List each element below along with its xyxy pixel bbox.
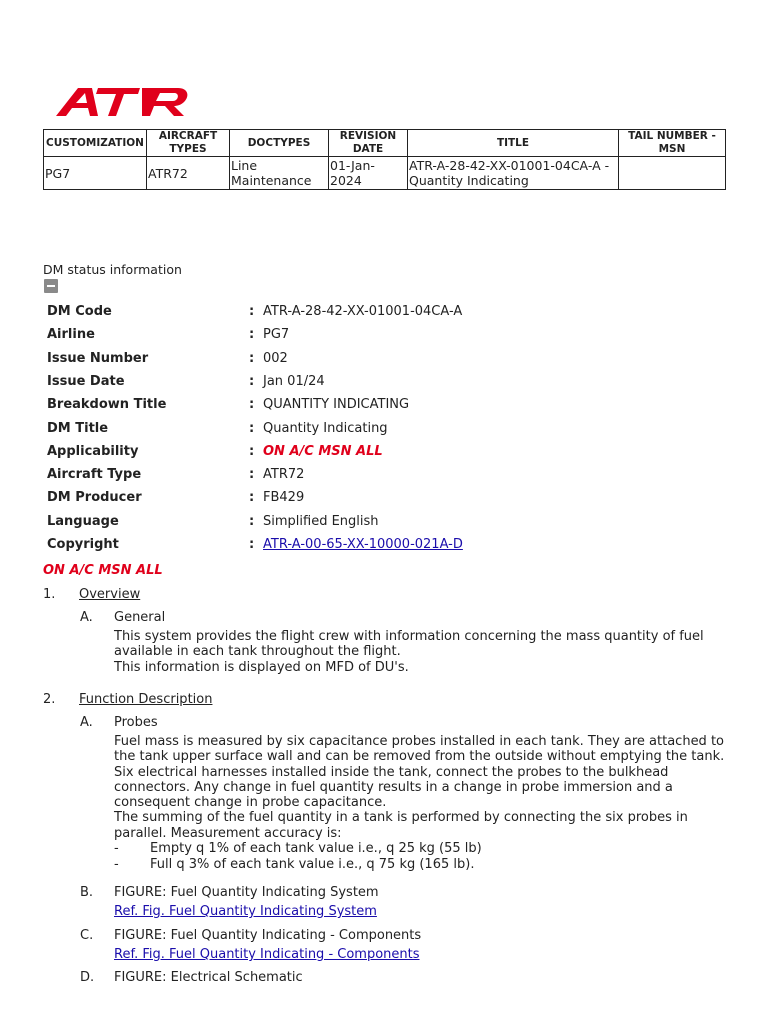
ref-fig-system-link[interactable]: Ref. Fig. Fuel Quantity Indicating System <box>114 904 377 919</box>
status-key: Applicability <box>47 443 139 459</box>
status-colon: : <box>249 350 255 366</box>
status-key: Issue Date <box>47 373 125 389</box>
status-value: PG7 <box>263 327 290 343</box>
status-colon: : <box>249 513 255 529</box>
status-key: DM Title <box>47 420 109 436</box>
section-title-function-description: Function Description <box>79 692 213 707</box>
section-title-overview: Overview <box>79 587 141 602</box>
text-line: This system provides the flight crew with information concerning the mass quantity of fuel <box>114 629 704 644</box>
column-header: TAIL NUMBER - MSN <box>619 130 726 157</box>
status-row <box>47 442 747 462</box>
item-letter: D. <box>80 970 95 985</box>
cell-aircraft-types: ATR72 <box>147 157 230 190</box>
column-header: REVISION DATE <box>329 130 408 157</box>
status-colon: : <box>249 467 255 483</box>
status-colon: : <box>249 304 255 319</box>
copyright-link[interactable]: ATR-A-00-65-XX-10000-021A-D <box>263 537 463 552</box>
table-row <box>44 157 726 190</box>
cell-tail-number <box>619 157 726 190</box>
cell-customization: PG7 <box>44 157 147 190</box>
status-colon: : <box>249 373 255 389</box>
status-row <box>47 419 747 439</box>
status-row <box>47 512 747 532</box>
cell-title: ATR-A-28-42-XX-01001-04CA-A - Quantity Indicating <box>408 157 619 190</box>
item-title-figure-components: FIGURE: Fuel Quantity Indicating - Components <box>114 928 422 943</box>
status-key: Airline <box>47 327 95 343</box>
item-letter: C. <box>80 928 94 943</box>
column-header: CUSTOMIZATION <box>44 130 147 157</box>
cell-revision-date: 01-Jan-2024 <box>329 157 408 190</box>
text-line: Fuel mass is measured by six capacitance probes installed in each tank. They are attached to <box>114 734 724 749</box>
status-value: Simplified English <box>263 513 379 529</box>
status-key: Language <box>47 513 119 529</box>
status-colon: : <box>249 443 255 459</box>
applicability-banner: ON A/C MSN ALL <box>43 563 163 578</box>
header-table <box>43 129 726 190</box>
status-key: Issue Number <box>47 350 149 366</box>
text-line: The summing of the fuel quantity in a tank is performed by connecting the six probes in <box>114 810 688 826</box>
item-title-figure-system: FIGURE: Fuel Quantity Indicating System <box>114 885 379 900</box>
collapse-minus-icon[interactable] <box>44 279 58 293</box>
column-header: AIRCRAFT TYPES <box>147 130 230 157</box>
status-value: Quantity Indicating <box>263 420 388 436</box>
status-value: 002 <box>263 350 288 366</box>
text-line: parallel. Measurement accuracy is: <box>114 825 342 841</box>
probes-paragraph <box>114 734 734 841</box>
status-key: DM Code <box>47 304 112 319</box>
item-title-general: General <box>114 610 166 625</box>
status-key: DM Producer <box>47 490 142 506</box>
item-letter: A. <box>80 610 93 625</box>
text-line: consequent change in probe capacitance. <box>114 795 387 811</box>
item-title-figure-electrical: FIGURE: Electrical Schematic <box>114 970 303 985</box>
text-line: connectors. Any change in fuel quantity results in a change in probe immersion and a <box>114 779 673 795</box>
text-line: Six electrical harnesses installed inside the tank, connect the probes to the bulkhead <box>114 764 669 780</box>
status-row <box>47 325 747 345</box>
cell-doctypes: Line Maintenance <box>230 157 329 190</box>
status-row <box>47 395 747 415</box>
section-number: 1. <box>43 587 56 602</box>
status-colon: : <box>249 490 255 506</box>
status-value: ATR-A-28-42-XX-01001-04CA-A <box>263 304 463 319</box>
status-colon: : <box>249 537 255 552</box>
item-letter: A. <box>80 715 93 730</box>
section-number: 2. <box>43 692 56 707</box>
bullet-dash: - <box>114 841 119 856</box>
status-colon: : <box>249 420 255 436</box>
bullet-text: Empty q 1% of each tank value i.e., q 25 kg (55 lb) <box>150 841 482 856</box>
status-row <box>47 302 747 322</box>
bullet-text: Full q 3% of each tank value i.e., q 75 kg (165 lb). <box>150 857 475 872</box>
column-header: TITLE <box>408 130 619 157</box>
status-key: Aircraft Type <box>47 467 142 483</box>
general-paragraph <box>114 629 734 675</box>
item-letter: B. <box>80 885 94 900</box>
status-row <box>47 465 747 485</box>
text-line: This information is displayed on MFD of DU's. <box>114 659 409 675</box>
column-header: DOCTYPES <box>230 130 329 157</box>
dm-status-label: DM status information <box>43 262 182 277</box>
status-row <box>47 488 747 508</box>
status-key: Copyright <box>47 537 119 552</box>
status-row <box>47 535 747 555</box>
status-key: Breakdown Title <box>47 397 167 413</box>
status-row <box>47 349 747 369</box>
text-line: the tank upper surface wall and can be removed from the outside without emptying the tank. <box>114 749 725 765</box>
status-value: ON A/C MSN ALL <box>263 443 383 459</box>
status-value: Jan 01/24 <box>263 373 325 389</box>
text-line: available in each tank throughout the flight. <box>114 644 401 660</box>
ref-fig-components-link[interactable]: Ref. Fig. Fuel Quantity Indicating - Components <box>114 947 420 962</box>
bullet-dash: - <box>114 857 119 872</box>
status-value: ATR72 <box>263 467 305 483</box>
item-title-probes: Probes <box>114 715 158 730</box>
status-colon: : <box>249 327 255 343</box>
header-table-head-row <box>44 130 726 157</box>
status-row <box>47 372 747 392</box>
atr-logo <box>54 84 199 120</box>
status-value: FB429 <box>263 490 305 506</box>
status-colon: : <box>249 397 255 413</box>
status-value: QUANTITY INDICATING <box>263 397 410 413</box>
